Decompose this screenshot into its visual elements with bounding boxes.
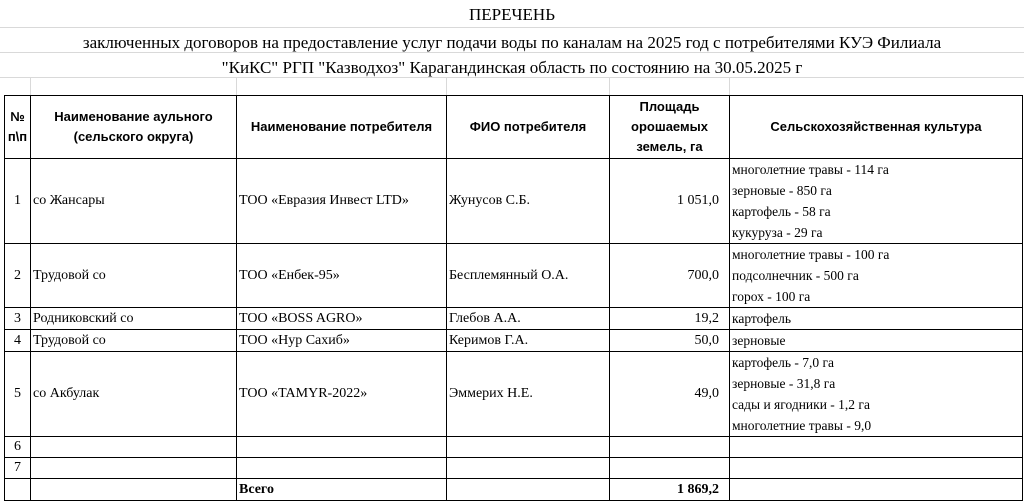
row-area: 19,2 xyxy=(610,308,730,330)
crop-item: многолетние травы - 100 га xyxy=(732,247,890,262)
table-row xyxy=(5,352,1023,437)
row-num: 7 xyxy=(5,458,31,479)
row-district: со Жансары xyxy=(31,159,237,244)
row-consumer: ТОО «Евразия Инвест LTD» xyxy=(237,159,447,244)
table-row xyxy=(5,330,1023,352)
row-district: со Акбулак xyxy=(31,352,237,437)
gridline xyxy=(236,77,237,95)
row-num: 3 xyxy=(5,308,31,330)
total-row xyxy=(5,479,1023,501)
crop-item: зерновые xyxy=(732,333,786,348)
document-title: ПЕРЕЧЕНЬ xyxy=(469,5,555,24)
crop-item: подсолнечник - 500 га xyxy=(732,268,859,283)
crop-item: кукуруза - 29 га xyxy=(732,225,823,240)
crop-item: сады и ягодники - 1,2 га xyxy=(732,397,870,412)
row-area: 49,0 xyxy=(610,352,730,437)
total-label: Всего xyxy=(237,479,447,501)
row-district xyxy=(31,437,237,458)
table-row xyxy=(5,159,1023,244)
crop-item: горох - 100 га xyxy=(732,289,811,304)
gridline xyxy=(0,27,1024,28)
row-consumer: ТОО «BOSS AGRO» xyxy=(237,308,447,330)
row-district xyxy=(31,458,237,479)
crop-item: зерновые - 31,8 га xyxy=(732,376,836,391)
column-header-num: № п\п xyxy=(5,96,31,159)
row-num: 6 xyxy=(5,437,31,458)
row-consumer: ТОО «Нур Сахиб» xyxy=(237,330,447,352)
table-row xyxy=(5,458,1023,479)
row-consumer: ТОО «TAMYR-2022» xyxy=(237,352,447,437)
crop-item: многолетние травы - 114 га xyxy=(732,162,889,177)
row-consumer xyxy=(237,437,447,458)
row-district: Трудовой со xyxy=(31,330,237,352)
row-area xyxy=(610,458,730,479)
table-row xyxy=(5,437,1023,458)
row-num: 5 xyxy=(5,352,31,437)
row-person: Жунусов С.Б. xyxy=(447,159,610,244)
gridline xyxy=(30,77,31,95)
row-crops xyxy=(730,330,1023,352)
gridline xyxy=(729,77,730,95)
crop-item: картофель - 58 га xyxy=(732,204,831,219)
row-person: Керимов Г.А. xyxy=(447,330,610,352)
document-subtitle-line1: заключенных договоров на предоставление услуг подачи воды по каналам на 2025 год с потребителями КУЭ Филиала xyxy=(82,33,942,52)
row-crops xyxy=(730,159,1023,244)
row-consumer: ТОО «Енбек-95» xyxy=(237,244,447,308)
column-header-district: Наименование аульного (сельского округа) xyxy=(31,96,237,159)
row-person: Эммерих Н.Е. xyxy=(447,352,610,437)
total-empty-cell xyxy=(730,479,1023,501)
table-header-row xyxy=(5,96,1023,159)
row-num: 2 xyxy=(5,244,31,308)
row-num: 4 xyxy=(5,330,31,352)
row-crops xyxy=(730,244,1023,308)
crop-item: зерновые - 850 га xyxy=(732,183,832,198)
column-header-crops: Сельскохозяйственная культура xyxy=(730,96,1023,159)
column-header-area: Площадь орошаемых земель, га xyxy=(610,96,730,159)
row-person: Бесплемянный О.А. xyxy=(447,244,610,308)
gridline xyxy=(609,77,610,95)
total-empty-cell xyxy=(447,479,610,501)
row-area: 50,0 xyxy=(610,330,730,352)
row-person xyxy=(447,458,610,479)
row-district: Родниковский со xyxy=(31,308,237,330)
total-empty-cell xyxy=(31,479,237,501)
row-crops xyxy=(730,308,1023,330)
table-row xyxy=(5,244,1023,308)
row-person: Глебов А.А. xyxy=(447,308,610,330)
table-row xyxy=(5,308,1023,330)
column-header-consumer: Наименование потребителя xyxy=(237,96,447,159)
row-crops xyxy=(730,352,1023,437)
row-area: 700,0 xyxy=(610,244,730,308)
row-consumer xyxy=(237,458,447,479)
row-num: 1 xyxy=(5,159,31,244)
total-value: 1 869,2 xyxy=(610,479,730,501)
column-header-person: ФИО потребителя xyxy=(447,96,610,159)
row-person xyxy=(447,437,610,458)
total-empty-cell xyxy=(5,479,31,501)
crop-item: многолетние травы - 9,0 xyxy=(732,418,872,433)
row-crops xyxy=(730,458,1023,479)
contracts-table xyxy=(4,95,1023,501)
row-district: Трудовой со xyxy=(31,244,237,308)
row-crops xyxy=(730,437,1023,458)
crop-item: картофель - 7,0 га xyxy=(732,355,835,370)
document-subtitle-line2: "КиКС" РГП "Казводхоз" Карагандинская область по состоянию на 30.05.2025 г xyxy=(221,58,803,77)
row-area xyxy=(610,437,730,458)
gridline xyxy=(446,77,447,95)
row-area: 1 051,0 xyxy=(610,159,730,244)
crop-item: картофель xyxy=(732,311,792,326)
